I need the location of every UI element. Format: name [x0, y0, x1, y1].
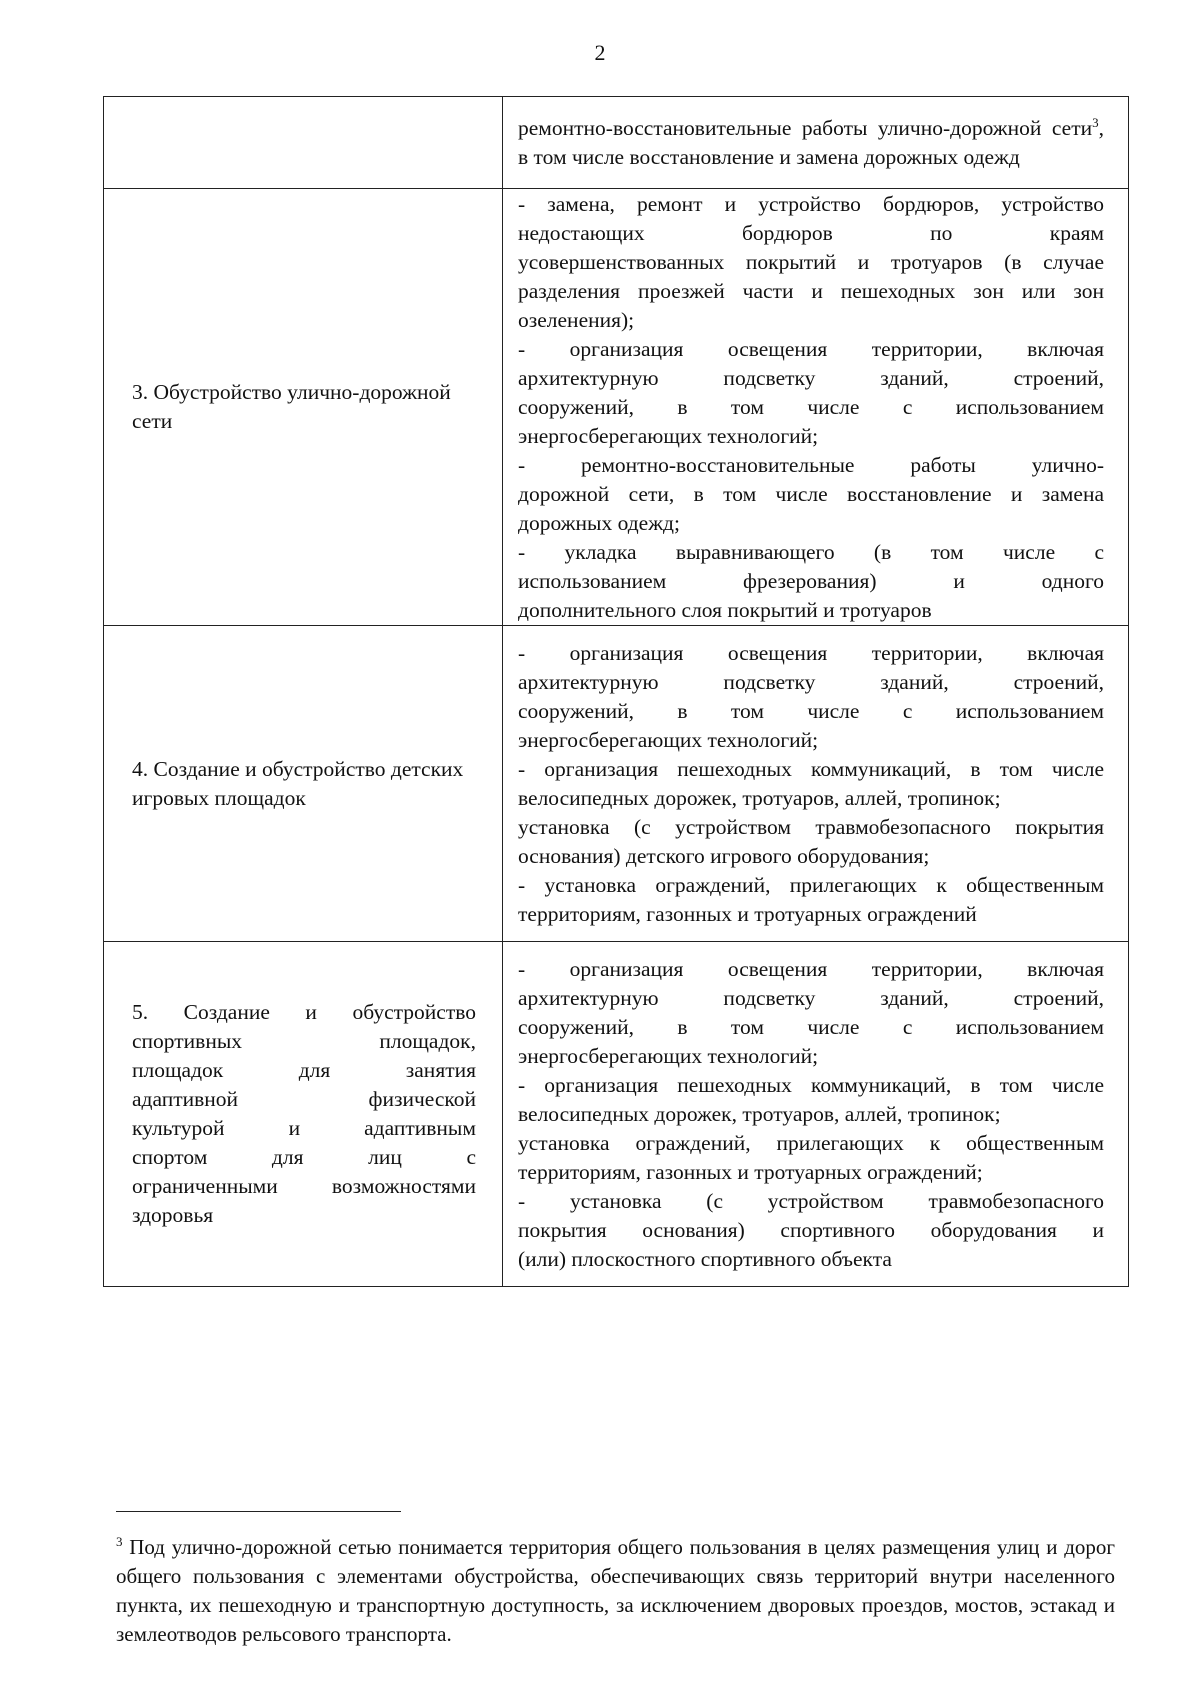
cell-line: - организация освещения территории, включая [518, 336, 1104, 361]
cell-line: - организация освещения территории, включая [518, 640, 1104, 665]
table-cell-category: 4. Создание и обустройство детских игровых площадок [104, 626, 503, 942]
cell-line: архитектурную подсветку зданий, строений, [518, 365, 1104, 390]
table-row [104, 189, 1129, 626]
cell-line: использованием фрезерования) и одного [518, 568, 1104, 593]
cell-line: - организация пешеходных коммуникаций, в том числе [518, 1072, 1104, 1097]
footnote [116, 1533, 1115, 1649]
cell-line: дорожной сети, в том числе восстановление и замена [518, 481, 1104, 506]
cell-line: ограниченными возможностями [132, 1174, 476, 1198]
cell-line: - установка ограждений, прилегающих к общественным [518, 872, 1104, 897]
cell-line: (или) плоскостного спортивного объекта [518, 1246, 892, 1271]
page-number: 2 [594, 40, 606, 65]
table-cell-works [503, 626, 1129, 942]
cell-text: ремонтно-восстановительные работы улично-дорожной сети [518, 115, 1093, 140]
cell-line: энергосберегающих технологий; [518, 727, 819, 752]
cell-line: установка (с устройством травмобезопасного покрытия [518, 814, 1104, 839]
cell-line: сооружений, в том числе с использованием [518, 698, 1104, 723]
footnote-separator [116, 1511, 401, 1512]
cell-line: велосипедных дорожек, тротуаров, аллей, тропинок; [518, 785, 1001, 810]
table-cell-works [503, 942, 1129, 1287]
cell-line: усовершенствованных покрытий и тротуаров (в случае [518, 249, 1104, 274]
cell-line: дорожных одежд; [518, 510, 680, 535]
cell-line: энергосберегающих технологий; [518, 1043, 819, 1068]
cell-line: - укладка выравнивающего (в том числе с [518, 539, 1104, 564]
cell-line: недостающих бордюров по краям [518, 220, 1104, 245]
footnote-marker: 3 [116, 1534, 123, 1549]
cell-line: спортом для лиц с [132, 1145, 476, 1169]
cell-line: адаптивной физической [132, 1087, 476, 1111]
cell-line: - организация пешеходных коммуникаций, в том числе [518, 756, 1104, 781]
cell-line: 5. Создание и обустройство [132, 1000, 476, 1024]
cell-line: площадок для занятия [132, 1058, 476, 1082]
cell-line: - ремонтно-восстановительные работы улично- [518, 452, 1104, 477]
cell-line: озеленения); [518, 307, 635, 332]
measures-table [103, 96, 1129, 1287]
table-cell-works [503, 189, 1129, 626]
cell-line: архитектурную подсветку зданий, строений, [518, 669, 1104, 694]
cell-text: , в том числе восстановление и замена дорожных одежд [518, 115, 1104, 169]
footnote-ref: 3 [1092, 114, 1099, 130]
cell-line: здоровья [132, 1203, 214, 1227]
cell-line: - замена, ремонт и устройство бордюров, устройство [518, 191, 1104, 216]
table-row [104, 626, 1129, 942]
cell-line: энергосберегающих технологий; [518, 423, 819, 448]
cell-line: основания) детского игрового оборудования; [518, 843, 930, 868]
cell-line: сооружений, в том числе с использованием [518, 394, 1104, 419]
cell-line: велосипедных дорожек, тротуаров, аллей, тропинок; [518, 1101, 1001, 1126]
cell-line: - организация освещения территории, включая [518, 956, 1104, 981]
table-cell-empty [104, 97, 503, 189]
cell-line: территориям, газонных и тротуарных ограждений [518, 901, 977, 926]
cell-line: разделения проезжей части и пешеходных зон или зон [518, 278, 1104, 303]
table-cell-works [503, 97, 1129, 189]
table-cell-category: 3. Обустройство улично-дорожной сети [104, 189, 503, 626]
footnote-text: Под улично-дорожной сетью понимается территория общего пользования в целях размещения улиц и дорог общего пользования с элементами обустройства, обеспечивающих связь территорий внутри населенного пункта, их пешеходную и транспортную доступность, за исключением дворовых проездов, мостов, эстакад и землеотводов рельсового транспорта. [116, 1535, 1115, 1646]
cell-line: сооружений, в том числе с использованием [518, 1014, 1104, 1039]
cell-line: дополнительного слоя покрытий и тротуаров [518, 597, 932, 622]
table-row [104, 97, 1129, 189]
cell-line: - установка (с устройством травмобезопасного [518, 1188, 1104, 1213]
cell-line: архитектурную подсветку зданий, строений, [518, 985, 1104, 1010]
cell-line: покрытия основания) спортивного оборудования и [518, 1217, 1104, 1242]
cell-line: спортивных площадок, [132, 1029, 476, 1053]
cell-line: территориям, газонных и тротуарных ограждений; [518, 1159, 983, 1184]
table-cell-category [104, 942, 503, 1287]
cell-line: культурой и адаптивным [132, 1116, 476, 1140]
cell-line: установка ограждений, прилегающих к общественным [518, 1130, 1104, 1155]
table-row [104, 942, 1129, 1287]
